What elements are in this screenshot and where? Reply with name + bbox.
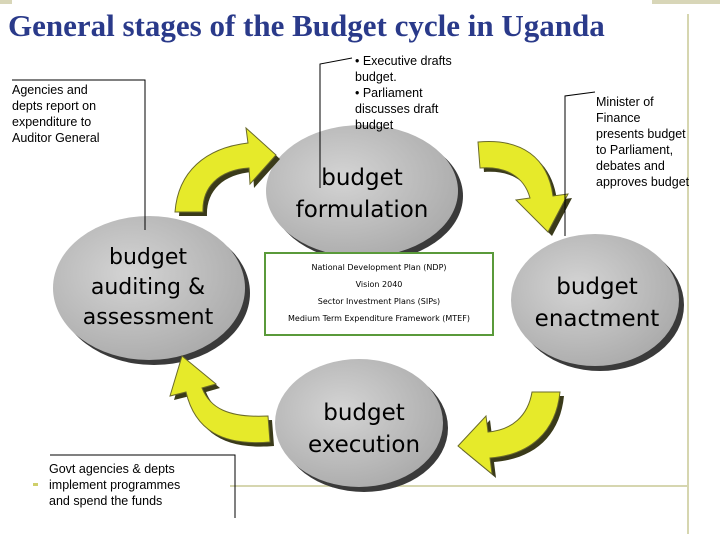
implement-callout-line-3: and spend the funds	[49, 494, 163, 508]
auditor-callout-line-1: Agencies and	[12, 83, 88, 97]
implement-callout	[49, 461, 229, 509]
stage-auditing-line-3: assessment	[82, 305, 214, 330]
center-box-item-vision: Vision 2040	[355, 280, 403, 289]
center-box-item-ndp: National Development Plan (NDP)	[311, 263, 447, 272]
minister-callout-line-4: to Parliament,	[596, 143, 674, 157]
stage-auditing-line-2: auditing &	[90, 275, 206, 300]
implement-callout-line-1: Govt agencies & depts	[49, 462, 175, 476]
stage-execution-line-1: budget	[323, 400, 405, 426]
minister-callout-line-2: Finance	[596, 111, 641, 125]
executive-callout-line-5: budget	[355, 118, 394, 132]
stage-auditing-line-1: budget	[109, 245, 187, 270]
minister-callout-line-6: approves budget	[596, 175, 690, 189]
stage-enactment-line-1: budget	[556, 274, 638, 300]
auditor-callout-line-4: Auditor General	[12, 131, 100, 145]
auditor-callout	[12, 82, 142, 146]
stage-execution	[274, 397, 454, 461]
minister-callout	[596, 94, 711, 190]
stage-enactment	[512, 271, 682, 335]
executive-callout-line-3: • Parliament	[355, 86, 423, 100]
stage-formulation-line-1: budget	[321, 165, 403, 191]
executive-callout-line-2: budget.	[355, 70, 397, 84]
stage-enactment-line-2: enactment	[534, 306, 660, 332]
stage-formulation	[272, 162, 452, 226]
implement-callout-line-2: implement programmes	[49, 478, 181, 492]
auditor-callout-line-3: expenditure to	[12, 115, 92, 129]
minister-callout-line-1: Minister of	[596, 95, 654, 109]
arrow-execution-to-auditing	[170, 356, 270, 443]
auditor-callout-line-2: depts report on	[12, 99, 97, 113]
executive-callout	[355, 53, 495, 133]
executive-callout-line-4: discusses draft	[355, 102, 439, 116]
stage-formulation-line-2: formulation	[295, 197, 429, 223]
arrow-audit-to-formulation	[175, 128, 276, 212]
minister-callout-line	[565, 92, 595, 236]
minister-callout-line-5: debates and	[596, 159, 665, 173]
arrow-formulation-to-enactment	[478, 141, 568, 232]
planning-frameworks-box	[264, 252, 494, 336]
executive-callout-line-1: • Executive drafts	[355, 54, 452, 68]
page-title: General stages of the Budget cycle in Uganda	[8, 8, 605, 43]
stage-auditing	[55, 243, 241, 333]
center-box-item-mtef: Medium Term Expenditure Framework (MTEF)	[288, 314, 470, 323]
center-box-item-sips: Sector Investment Plans (SIPs)	[317, 297, 441, 306]
arrow-enactment-to-execution	[458, 392, 560, 474]
stage-execution-line-2: execution	[307, 432, 421, 458]
minister-callout-line-3: presents budget	[596, 127, 686, 141]
